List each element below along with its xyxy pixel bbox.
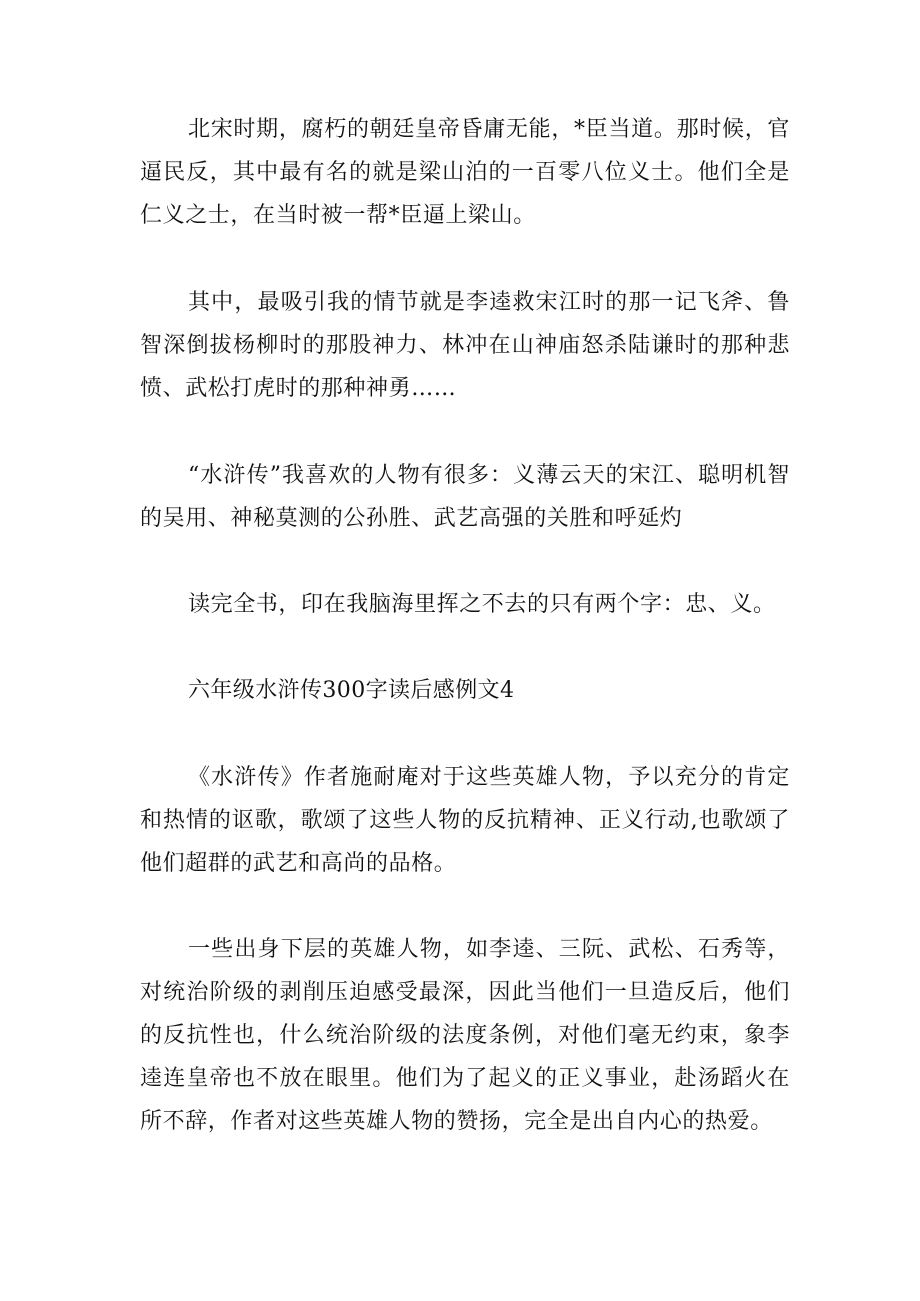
paragraph-heroes-lower-class: 一些出身下层的英雄人物，如李逵、三阮、武松、石秀等，对统治阶级的剥削压迫感受最深，因此当他们一旦造反后，他们的反抗性也，什么统治阶级的法度条例，对他们毫无约束，象李逵连皇帝也不放在眼里。他们为了起义的正义事业，赴汤蹈火在所不辞，作者对这些英雄人物的赞扬，完全是出自内心的热爱。 — [140, 937, 790, 1134]
paragraph-author-praise: 《水浒传》作者施耐庵对于这些英雄人物，予以充分的肯定和热情的讴歌，歌颂了这些人物的反抗精神、正义行动,也歌颂了他们超群的武艺和高尚的品格。 — [140, 765, 790, 876]
paragraph-northern-song: 北宋时期，腐朽的朝廷皇帝昏庸无能，*臣当道。那时候，官逼民反，其中最有名的就是梁山泊的一百零八位义士。他们全是仁义之士，在当时被一帮*臣逼上梁山。 — [140, 117, 790, 228]
section-title: 六年级水浒传300字读后感例文4 — [188, 678, 515, 703]
paragraph-loyalty-righteousness: 读完全书，印在我脑海里挥之不去的只有两个字：忠、义。 — [188, 592, 776, 617]
paragraph-favorite-scenes: 其中，最吸引我的情节就是李逵救宋江时的那一记飞斧、鲁智深倒拔杨柳时的那股神力、林冲在山神庙怒杀陆谦时的那种悲愤、武松打虎时的那种神勇…… — [140, 290, 790, 401]
paragraph-favorite-characters: “水浒传”我喜欢的人物有很多：义薄云天的宋江、聪明机智的吴用、神秘莫测的公孙胜、武艺高强的关胜和呼延灼 — [140, 463, 790, 531]
